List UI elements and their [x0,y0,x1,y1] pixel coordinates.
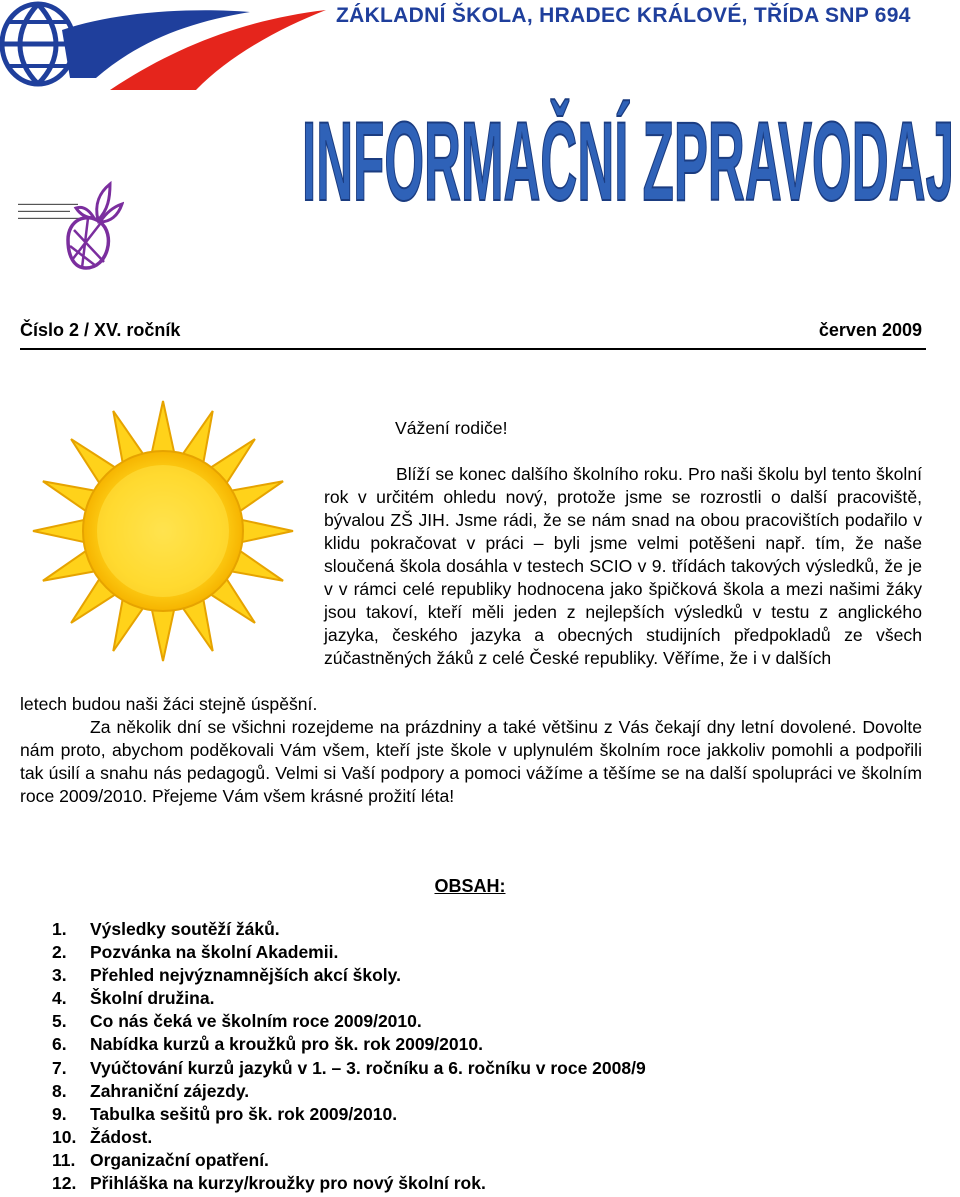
contents-item-number: 9. [52,1103,67,1124]
contents-item-text: Školní družina. [90,988,215,1009]
contents-item [52,941,646,964]
sun-ray [152,608,175,661]
contents-item-number: 10. [52,1126,77,1147]
contents-item-number: 4. [52,988,67,1009]
letter-paragraph-2: Za několik dní se všichni rozejdeme na prázdniny a také většinu z Vás čekají dny letní dovolené. Dovolte nám proto, abychom poděkovali Vám všem, kteří jste škole v uplynulém školním roce jakkoliv pomohli a podpořili tak úsilí a snahu nás pedagogů. Velmi si Vaší podpory a pomoci vážíme a těšíme se na další spolupráci ve školním roce 2009/2010. Přejeme Vám všem krásné prožití léta! [20,717,922,806]
issue-date: červen 2009 [818,320,922,340]
issue-line [20,320,926,350]
contents-item-number: 8. [52,1080,67,1101]
sun-ray [240,520,293,543]
newsletter-title [296,88,960,218]
sun-ray [33,520,86,543]
contents-item [52,1033,646,1056]
contents-item-number: 11. [52,1149,76,1170]
sun-illustration [28,400,298,662]
contents-item-text: Pozvánka na školní Akademii. [90,942,339,963]
contents-item [52,1057,646,1080]
contents-item-text: Organizační opatření. [90,1149,269,1170]
letter-paragraph-1-end: letech budou naši žáci stejně úspěšní. [20,694,318,714]
contents-item-number: 6. [52,1034,67,1055]
contents-item-text: Vyúčtování kurzů jazyků v 1. – 3. ročníku a 6. ročníku v roce 2008/9 [90,1057,646,1078]
fruit-logo [60,178,124,274]
newsletter-title-text: INFORMAČNÍ ZPRAVODAJ [302,99,954,218]
contents-item-number: 3. [52,965,67,986]
contents-item [52,918,646,941]
contents-item-text: Zahraniční zájezdy. [90,1080,250,1101]
sun-ray [152,401,175,454]
contents-item-text: Nabídka kurzů a kroužků pro šk. rok 2009/2010. [90,1034,483,1055]
contents-item-text: Co nás čeká ve školním roce 2009/2010. [90,1011,422,1032]
school-logo [0,0,330,95]
letter-paragraph-1: Blíží se konec dalšího školního roku. Pro naši školu byl tento školní rok v určitém ohledu nový, protože jsme se rozrostli o další pracoviště, bývalou ZŠ JIH. Jsme rádi, že se nám snad na obou pracovištích podařilo v klidu pokračovat v práci – byli jsme velmi potěšeni např. tím, že naše sloučená škola dosáhla v testech SCIO v 9. třídách takových výsledků, že je v v rámci celé republiky hodnocena jako špičková škola a mezi našimi žáky jsou takoví, kteří měli jeden z nejlepších výsledků v testu z anglického jazyka, českého jazyka a obecných studijních předpokladů ze všech zúčastněných žáků z celé České republiky. Věříme, že i v dalších [324,464,922,668]
contents-item-text: Přehled nejvýznamnějších akcí školy. [90,965,401,986]
contents-heading: OBSAH: [434,876,506,896]
contents-item [52,987,646,1010]
contents-item [52,1080,646,1103]
issue-number: Číslo 2 / XV. ročník [20,320,181,340]
contents-item-text: Žádost. [90,1126,153,1147]
contents-item [52,1010,646,1033]
contents-item-number: 5. [52,1011,67,1032]
small-logo-caption: ▬▬▬▬▬▬▬▬▬▬▬▬▬▬▬ ▬▬▬▬▬▬▬▬▬▬▬▬▬ ▬▬▬▬▬▬▬▬▬▬▬▬▬▬▬▬▬ [18,201,86,220]
contents-item [52,1172,646,1195]
contents-item-text: Přihláška na kurzy/kroužky pro nový školní rok. [90,1173,486,1194]
contents-item-text: Tabulka sešitů pro šk. rok 2009/2010. [90,1103,398,1124]
contents-item [52,1149,646,1172]
contents-item-number: 12. [52,1173,77,1194]
contents-item-number: 2. [52,942,67,963]
contents-item-number: 7. [52,1057,67,1078]
greeting: Vážení rodiče! [395,418,508,438]
contents-item [52,1103,646,1126]
contents-item [52,1126,646,1149]
school-name: ZÁKLADNÍ ŠKOLA, HRADEC KRÁLOVÉ, TŘÍDA SNP 694 [336,4,911,27]
contents-item [52,964,646,987]
contents-item-number: 1. [52,919,67,939]
contents-item-text: Výsledky soutěží žáků. [90,919,280,939]
contents-list [52,918,646,1195]
